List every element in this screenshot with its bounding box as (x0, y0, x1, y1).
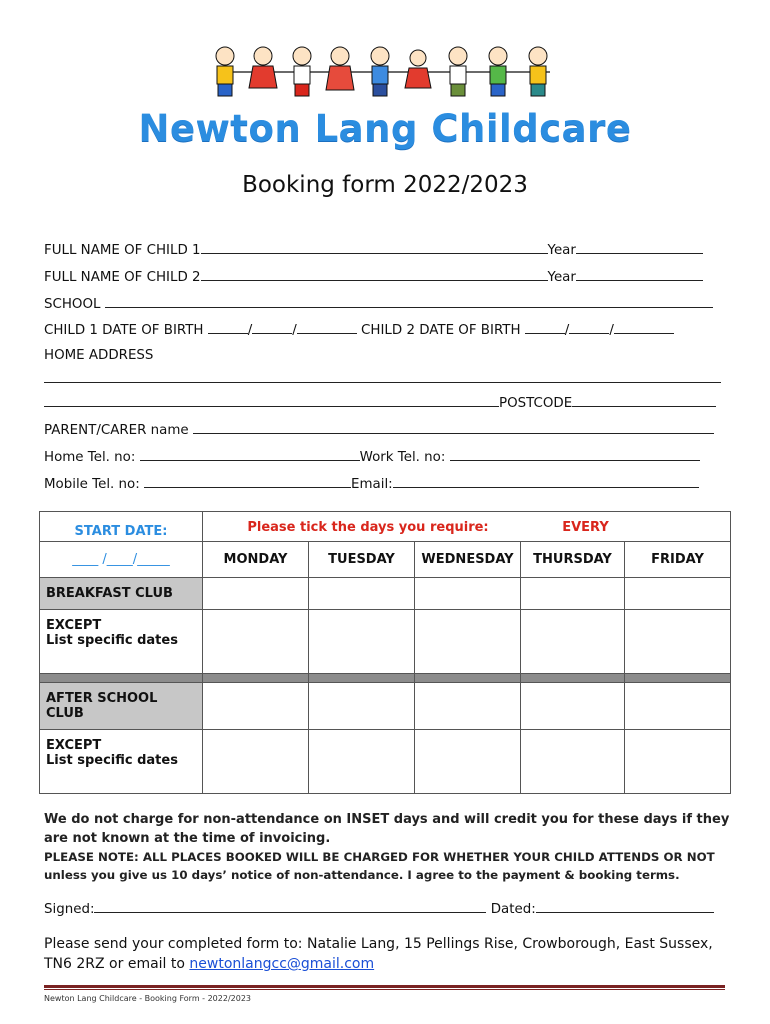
child1-year-label: Year (547, 243, 576, 258)
kid-figures (216, 47, 547, 96)
table-row (40, 683, 731, 730)
send-text: Please send your completed form to: Natalie Lang, 15 Pellings Rise, Crowborough, East Sussex, TN6 2RZ or email to (44, 936, 713, 972)
school-row (44, 295, 724, 312)
kids-logo-illustration (200, 42, 570, 104)
address-line-2 (44, 394, 724, 411)
child1-name-row (44, 241, 724, 258)
child2-dob-month[interactable] (569, 321, 609, 334)
except-label: EXCEPT (46, 618, 102, 633)
signature-row (44, 900, 724, 917)
school-field[interactable] (105, 295, 713, 308)
email-link[interactable]: newtonlangcc@gmail.com (189, 956, 375, 972)
after-school-except-wednesday[interactable] (415, 730, 521, 794)
address-line-2-field[interactable] (44, 394, 499, 407)
day-header-thursday: THURSDAY (521, 542, 625, 578)
school-label: SCHOOL (44, 297, 101, 312)
child1-dob-label: CHILD 1 DATE OF BIRTH (44, 323, 204, 338)
home-tel-label: Home Tel. no: (44, 450, 136, 465)
breakfast-tuesday-checkbox[interactable] (309, 578, 415, 610)
after-school-wednesday-checkbox[interactable] (415, 683, 521, 730)
tel-row (44, 448, 724, 465)
email-field[interactable] (393, 475, 699, 488)
footer-rule (44, 985, 725, 988)
mobile-tel-label: Mobile Tel. no: (44, 477, 140, 492)
mobile-tel-field[interactable] (144, 475, 351, 488)
child1-name-label: FULL NAME OF CHILD 1 (44, 243, 201, 258)
child1-dob-month[interactable] (252, 321, 292, 334)
child2-name-label: FULL NAME OF CHILD 2 (44, 270, 201, 285)
breakfast-except-monday[interactable] (203, 610, 309, 674)
breakfast-except-friday[interactable] (625, 610, 731, 674)
form-title: Booking form 2022/2023 (242, 172, 528, 198)
child1-year-field[interactable] (576, 241, 703, 254)
signed-label: Signed: (44, 902, 95, 917)
day-header-monday: MONDAY (203, 542, 309, 578)
child2-name-row (44, 268, 724, 285)
day-header-tuesday: TUESDAY (309, 542, 415, 578)
parent-row (44, 421, 724, 438)
child1-dob-year[interactable] (297, 321, 357, 334)
postcode-label: POSTCODE (499, 396, 573, 411)
breakfast-wednesday-checkbox[interactable] (415, 578, 521, 610)
child2-name-field[interactable] (201, 268, 548, 281)
start-date-label: START DATE: (40, 512, 203, 542)
after-school-except-friday[interactable] (625, 730, 731, 794)
after-school-except-monday[interactable] (203, 730, 309, 794)
after-school-monday-checkbox[interactable] (203, 683, 309, 730)
booking-table (39, 511, 731, 794)
breakfast-except-wednesday[interactable] (415, 610, 521, 674)
table-row (40, 610, 731, 674)
list-dates-label: List specific dates (46, 753, 178, 768)
child2-year-label: Year (547, 270, 576, 285)
day-header-friday: FRIDAY (625, 542, 731, 578)
signature-field[interactable] (94, 900, 486, 913)
every-label: EVERY (562, 520, 609, 535)
day-header-wednesday: WEDNESDAY (415, 542, 521, 578)
child1-dob-day[interactable] (208, 321, 248, 334)
breakfast-except-cell (40, 610, 203, 674)
dob-row: CHILD 1 DATE OF BIRTH / / CHILD 2 DATE OF BIRTH / / (44, 321, 724, 338)
breakfast-except-thursday[interactable] (521, 610, 625, 674)
work-tel-field[interactable] (450, 448, 700, 461)
section-divider (40, 674, 731, 683)
postcode-field[interactable] (572, 394, 716, 407)
after-school-except-tuesday[interactable] (309, 730, 415, 794)
parent-field[interactable] (193, 421, 714, 434)
table-header-row-2 (40, 542, 731, 578)
start-date-field[interactable]: ____ /____/_____ (40, 542, 203, 578)
work-tel-label: Work Tel. no: (359, 450, 446, 465)
list-dates-label: List specific dates (46, 633, 178, 648)
breakfast-except-tuesday[interactable] (309, 610, 415, 674)
tick-instruction-cell (203, 512, 731, 542)
after-school-tuesday-checkbox[interactable] (309, 683, 415, 730)
footer-rule-thin (44, 989, 725, 990)
table-header-row-1 (40, 512, 731, 542)
child2-dob-day[interactable] (525, 321, 565, 334)
parent-label: PARENT/CARER name (44, 423, 189, 438)
breakfast-friday-checkbox[interactable] (625, 578, 731, 610)
home-tel-field[interactable] (140, 448, 360, 461)
address-line-1[interactable] (44, 370, 724, 387)
dated-label: Dated: (490, 902, 536, 917)
footer-text: Newton Lang Childcare - Booking Form - 2022/2023 (44, 994, 251, 1003)
after-school-friday-checkbox[interactable] (625, 683, 731, 730)
child2-dob-label: CHILD 2 DATE OF BIRTH (361, 323, 521, 338)
after-school-thursday-checkbox[interactable] (521, 683, 625, 730)
except-label: EXCEPT (46, 738, 102, 753)
please-note-text: PLEASE NOTE: ALL PLACES BOOKED WILL BE CHARGED FOR WHETHER YOUR CHILD ATTENDS OR NOT unless you give us 10 days’ notice of non-attendance. I agree to the payment & booking terms. (44, 850, 715, 882)
after-school-club-label: AFTER SCHOOL CLUB (40, 683, 203, 730)
breakfast-thursday-checkbox[interactable] (521, 578, 625, 610)
table-row (40, 730, 731, 794)
tick-instruction: Please tick the days you require: (247, 520, 489, 535)
after-school-except-thursday[interactable] (521, 730, 625, 794)
child1-name-field[interactable] (201, 241, 548, 254)
email-label: Email: (351, 477, 393, 492)
inset-days-note: We do not charge for non-attendance on INSET days and will credit you for these days if they are not known at the time of invoicing. (44, 812, 730, 846)
child2-year-field[interactable] (576, 268, 703, 281)
breakfast-club-label: BREAKFAST CLUB (40, 578, 203, 610)
breakfast-monday-checkbox[interactable] (203, 578, 309, 610)
home-address-label: HOME ADDRESS (44, 348, 154, 363)
after-school-except-cell (40, 730, 203, 794)
mobile-row (44, 475, 724, 492)
table-row (40, 578, 731, 610)
child2-dob-year[interactable] (614, 321, 674, 334)
send-instructions (44, 934, 724, 974)
date-field[interactable] (536, 900, 714, 913)
brand-title: Newton Lang Childcare (138, 107, 632, 150)
